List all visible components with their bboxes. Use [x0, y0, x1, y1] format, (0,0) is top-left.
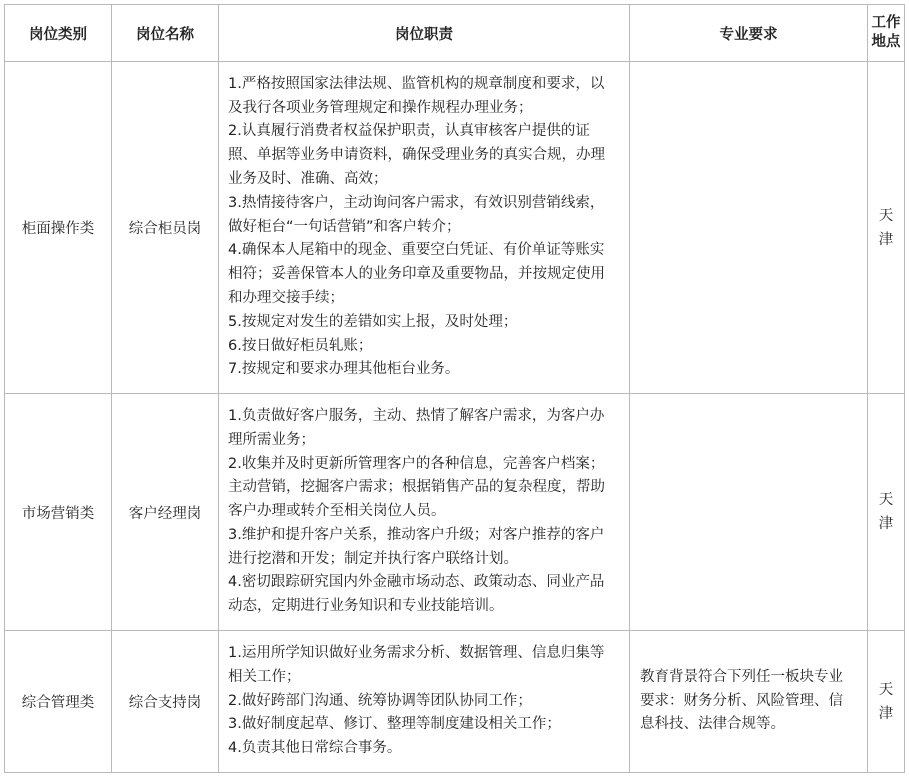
duty-item: 1.运用所学知识做好业务需求分析、数据管理、信息归集等相关工作；	[228, 645, 605, 685]
place-char: 天	[878, 207, 894, 224]
row-requirement	[630, 62, 868, 394]
job-table-container	[4, 4, 905, 773]
row-name: 客户经理岗	[112, 394, 219, 631]
row-duties	[219, 394, 630, 631]
row-category: 柜面操作类	[5, 62, 112, 394]
place-char: 津	[878, 705, 894, 722]
header-category: 岗位类别	[5, 5, 112, 62]
row-place	[868, 62, 905, 394]
row-name: 综合柜员岗	[112, 62, 219, 394]
duty-item: 3.热情接待客户，主动询问客户需求，有效识别营销线索，做好柜台“一句话营销”和客户转介；	[228, 194, 605, 235]
table-row	[5, 62, 905, 394]
row-duties	[219, 631, 630, 773]
duty-item: 3.做好制度起草、修订、整理等制度建设相关工作；	[228, 716, 561, 733]
table-header-row	[5, 5, 905, 62]
row-place	[868, 394, 905, 631]
header-place	[868, 5, 905, 62]
table-row	[5, 394, 905, 631]
row-duties	[219, 62, 630, 394]
duty-item: 4.密切跟踪研究国内外金融市场动态、政策动态、同业产品动态，定期进行业务知识和专业技能培训。	[228, 574, 605, 615]
row-category: 综合管理类	[5, 631, 112, 773]
duty-item: 7.按规定和要求办理其他柜台业务。	[228, 361, 460, 378]
header-requirement: 专业要求	[630, 5, 868, 62]
duty-item: 1.严格按照国家法律法规、监管机构的规章制度和要求，以及我行各项业务管理规定和操作规程办理业务；	[228, 75, 605, 116]
duty-item: 3.维护和提升客户关系，推动客户升级；对客户推荐的客户进行挖潜和开发；制定并执行客户联络计划。	[228, 526, 605, 567]
table-row	[5, 631, 905, 773]
row-category: 市场营销类	[5, 394, 112, 631]
place-char: 天	[878, 492, 894, 508]
duty-item: 2.认真履行消费者权益保护职责，认真审核客户提供的证照、单据等业务申请资料，确保受理业务的真实合规，办理业务及时、准确、高效；	[228, 123, 605, 187]
place-char: 天	[878, 681, 894, 698]
row-place	[868, 631, 905, 773]
header-name: 岗位名称	[112, 5, 219, 62]
place-char: 津	[878, 231, 894, 248]
header-place-line1: 工作	[871, 15, 901, 31]
duty-item: 2.做好跨部门沟通、统筹协调等团队协同工作；	[228, 692, 532, 709]
row-requirement: 教育背景符合下列任一板块专业要求：财务分析、风险管理、信息科技、法律合规等。	[630, 631, 868, 773]
job-table	[4, 4, 905, 773]
header-place-line2: 地点	[871, 34, 901, 50]
duty-item: 5.按规定对发生的差错如实上报，及时处理；	[228, 313, 518, 330]
place-char: 津	[878, 516, 894, 532]
duty-item: 4.负责其他日常综合事务。	[228, 740, 402, 757]
duty-item: 2.收集并及时更新所管理客户的各种信息，完善客户档案；主动营销，挖掘客户需求；根据销售产品的复杂程度，帮助客户办理或转介至相关岗位人员。	[228, 455, 605, 520]
header-duties: 岗位职责	[219, 5, 630, 62]
row-name: 综合支持岗	[112, 631, 219, 773]
duty-item: 1.负责做好客户服务，主动、热情了解客户需求，为客户办理所需业务；	[228, 407, 605, 448]
duty-item: 6.按日做好柜员轧账；	[228, 337, 373, 354]
row-requirement	[630, 394, 868, 631]
duty-item: 4.确保本人尾箱中的现金、重要空白凭证、有价单证等账实相符；妥善保管本人的业务印章及重要物品，并按规定使用和办理交接手续；	[228, 242, 605, 306]
